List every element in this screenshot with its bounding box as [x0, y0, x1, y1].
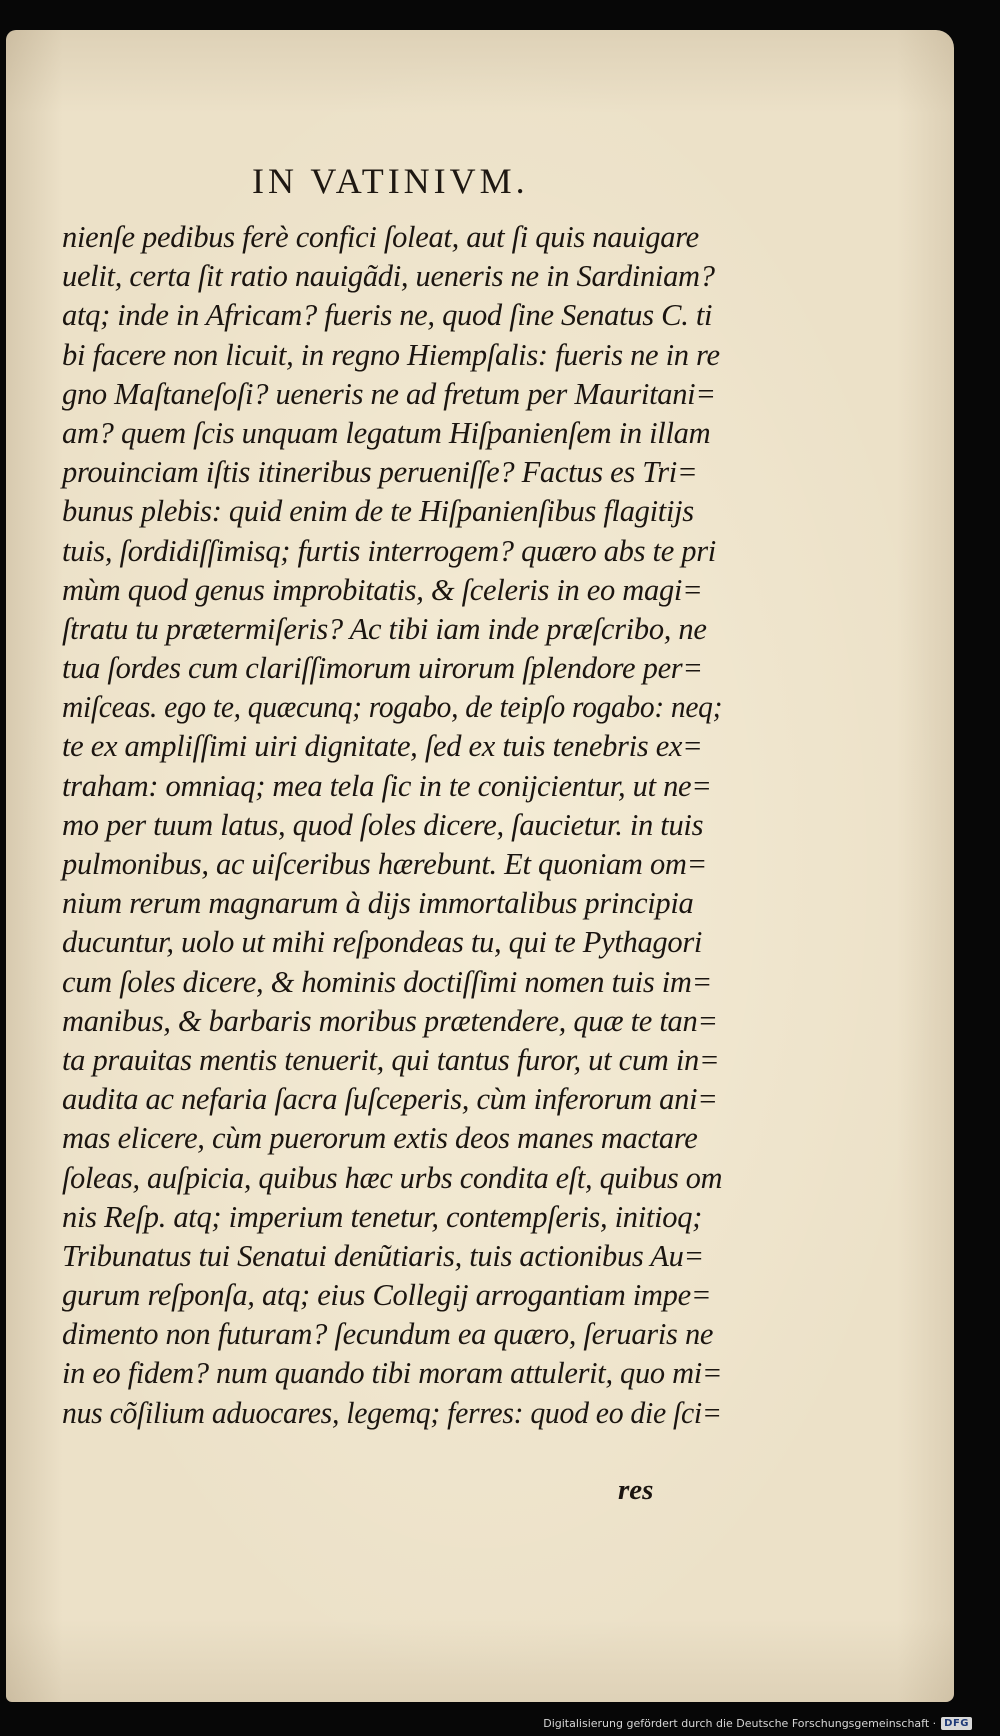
text-line: tua ſordes cum clariſſimorum uirorum ſplendore per=	[62, 651, 703, 686]
text-line: am? quem ſcis unquam legatum Hiſpanienſem in illam	[62, 415, 711, 450]
catchword: res	[618, 1474, 654, 1506]
text-line: miſceas. ego te, quæcunq; rogabo, de teipſo rogabo: neq;	[62, 690, 723, 725]
text-line: Tribunatus tui Senatui denũtiaris, tuis actionibus Au=	[62, 1238, 704, 1273]
text-line: dimento non futuram? ſecundum ea quæro, ſeruaris ne	[62, 1317, 714, 1352]
text-line: ducuntur, uolo ut mihi reſpondeas tu, qui te Pythagori	[62, 925, 703, 960]
text-line: nis Reſp. atq; imperium tenetur, contempſeris, initioq;	[62, 1199, 703, 1234]
text-line: tuis, ſordidiſſimisq; furtis interrogem? quæro abs te pri	[62, 533, 716, 568]
text-line: pulmonibus, ac uiſceribus hærebunt. Et quoniam om=	[62, 847, 707, 881]
text-line: ſoleas, auſpicia, quibus hæc urbs condita eſt, quibus om	[62, 1160, 723, 1195]
text-line: cum ſoles dicere, & hominis doctiſſimi nomen tuis im=	[62, 964, 712, 999]
text-line: audita ac nefaria ſacra ſuſceperis, cùm inferorum ani=	[62, 1082, 718, 1117]
credit-text: Digitalisierung gefördert durch die Deutsche Forschungsgemeinschaft ·	[543, 1717, 937, 1730]
text-line: atq; inde in Africam? fueris ne, quod ſine Senatus C. ti	[62, 298, 713, 333]
text-line: bi facere non licuit, in regno Hiempſalis: fueris ne in re	[62, 337, 720, 372]
text-line: mo per tuum latus, quod ſoles dicere, ſaucietur. in tuis	[62, 807, 704, 842]
text-line: in eo fidem? num quando tibi moram attulerit, quo mi=	[62, 1356, 723, 1391]
text-line: te ex ampliſſimi uiri dignitate, ſed ex tuis tenebris ex=	[62, 729, 703, 764]
digitization-credit	[543, 1717, 972, 1730]
running-head: IN VATINIVM.	[252, 161, 529, 201]
text-line: uelit, certa ſit ratio nauigãdi, ueneris ne in Sardiniam?	[62, 259, 715, 294]
text-line: prouinciam iſtis itineribus perueniſſe? Factus es Tri=	[62, 455, 698, 490]
text-line: nienſe pedibus ferè confici ſoleat, aut ſi quis nauigare	[62, 220, 699, 254]
text-line: traham: omniaq; mea tela ſic in te conijcientur, ut ne=	[62, 768, 712, 803]
text-line: nus cõſilium aduocares, legemq; ferres: quod eo die ſci=	[62, 1395, 722, 1430]
text-line: gno Maſtaneſoſi? ueneris ne ad fretum per Mauritani=	[62, 376, 716, 411]
dfg-logo: DFG	[941, 1717, 972, 1730]
text-line: bunus plebis: quid enim de te Hiſpanienſibus flagitijs	[62, 494, 694, 529]
text-line: nium rerum magnarum à dijs immortalibus principia	[62, 886, 694, 921]
body-text	[62, 218, 722, 1433]
text-line: ta prauitas mentis tenuerit, qui tantus furor, ut cum in=	[62, 1042, 720, 1077]
text-line: gurum reſponſa, atq; eius Collegij arrogantiam impe=	[62, 1278, 712, 1313]
book-page	[6, 30, 954, 1702]
text-line: manibus, & barbaris moribus prætendere, quæ te tan=	[62, 1003, 718, 1038]
text-line: mas elicere, cùm puerorum extis deos manes mactare	[62, 1121, 698, 1156]
text-line: mùm quod genus improbitatis, & ſceleris in eo magi=	[62, 572, 703, 607]
text-line: ſtratu tu prætermiſeris? Ac tibi iam inde præſcribo, ne	[62, 611, 707, 646]
